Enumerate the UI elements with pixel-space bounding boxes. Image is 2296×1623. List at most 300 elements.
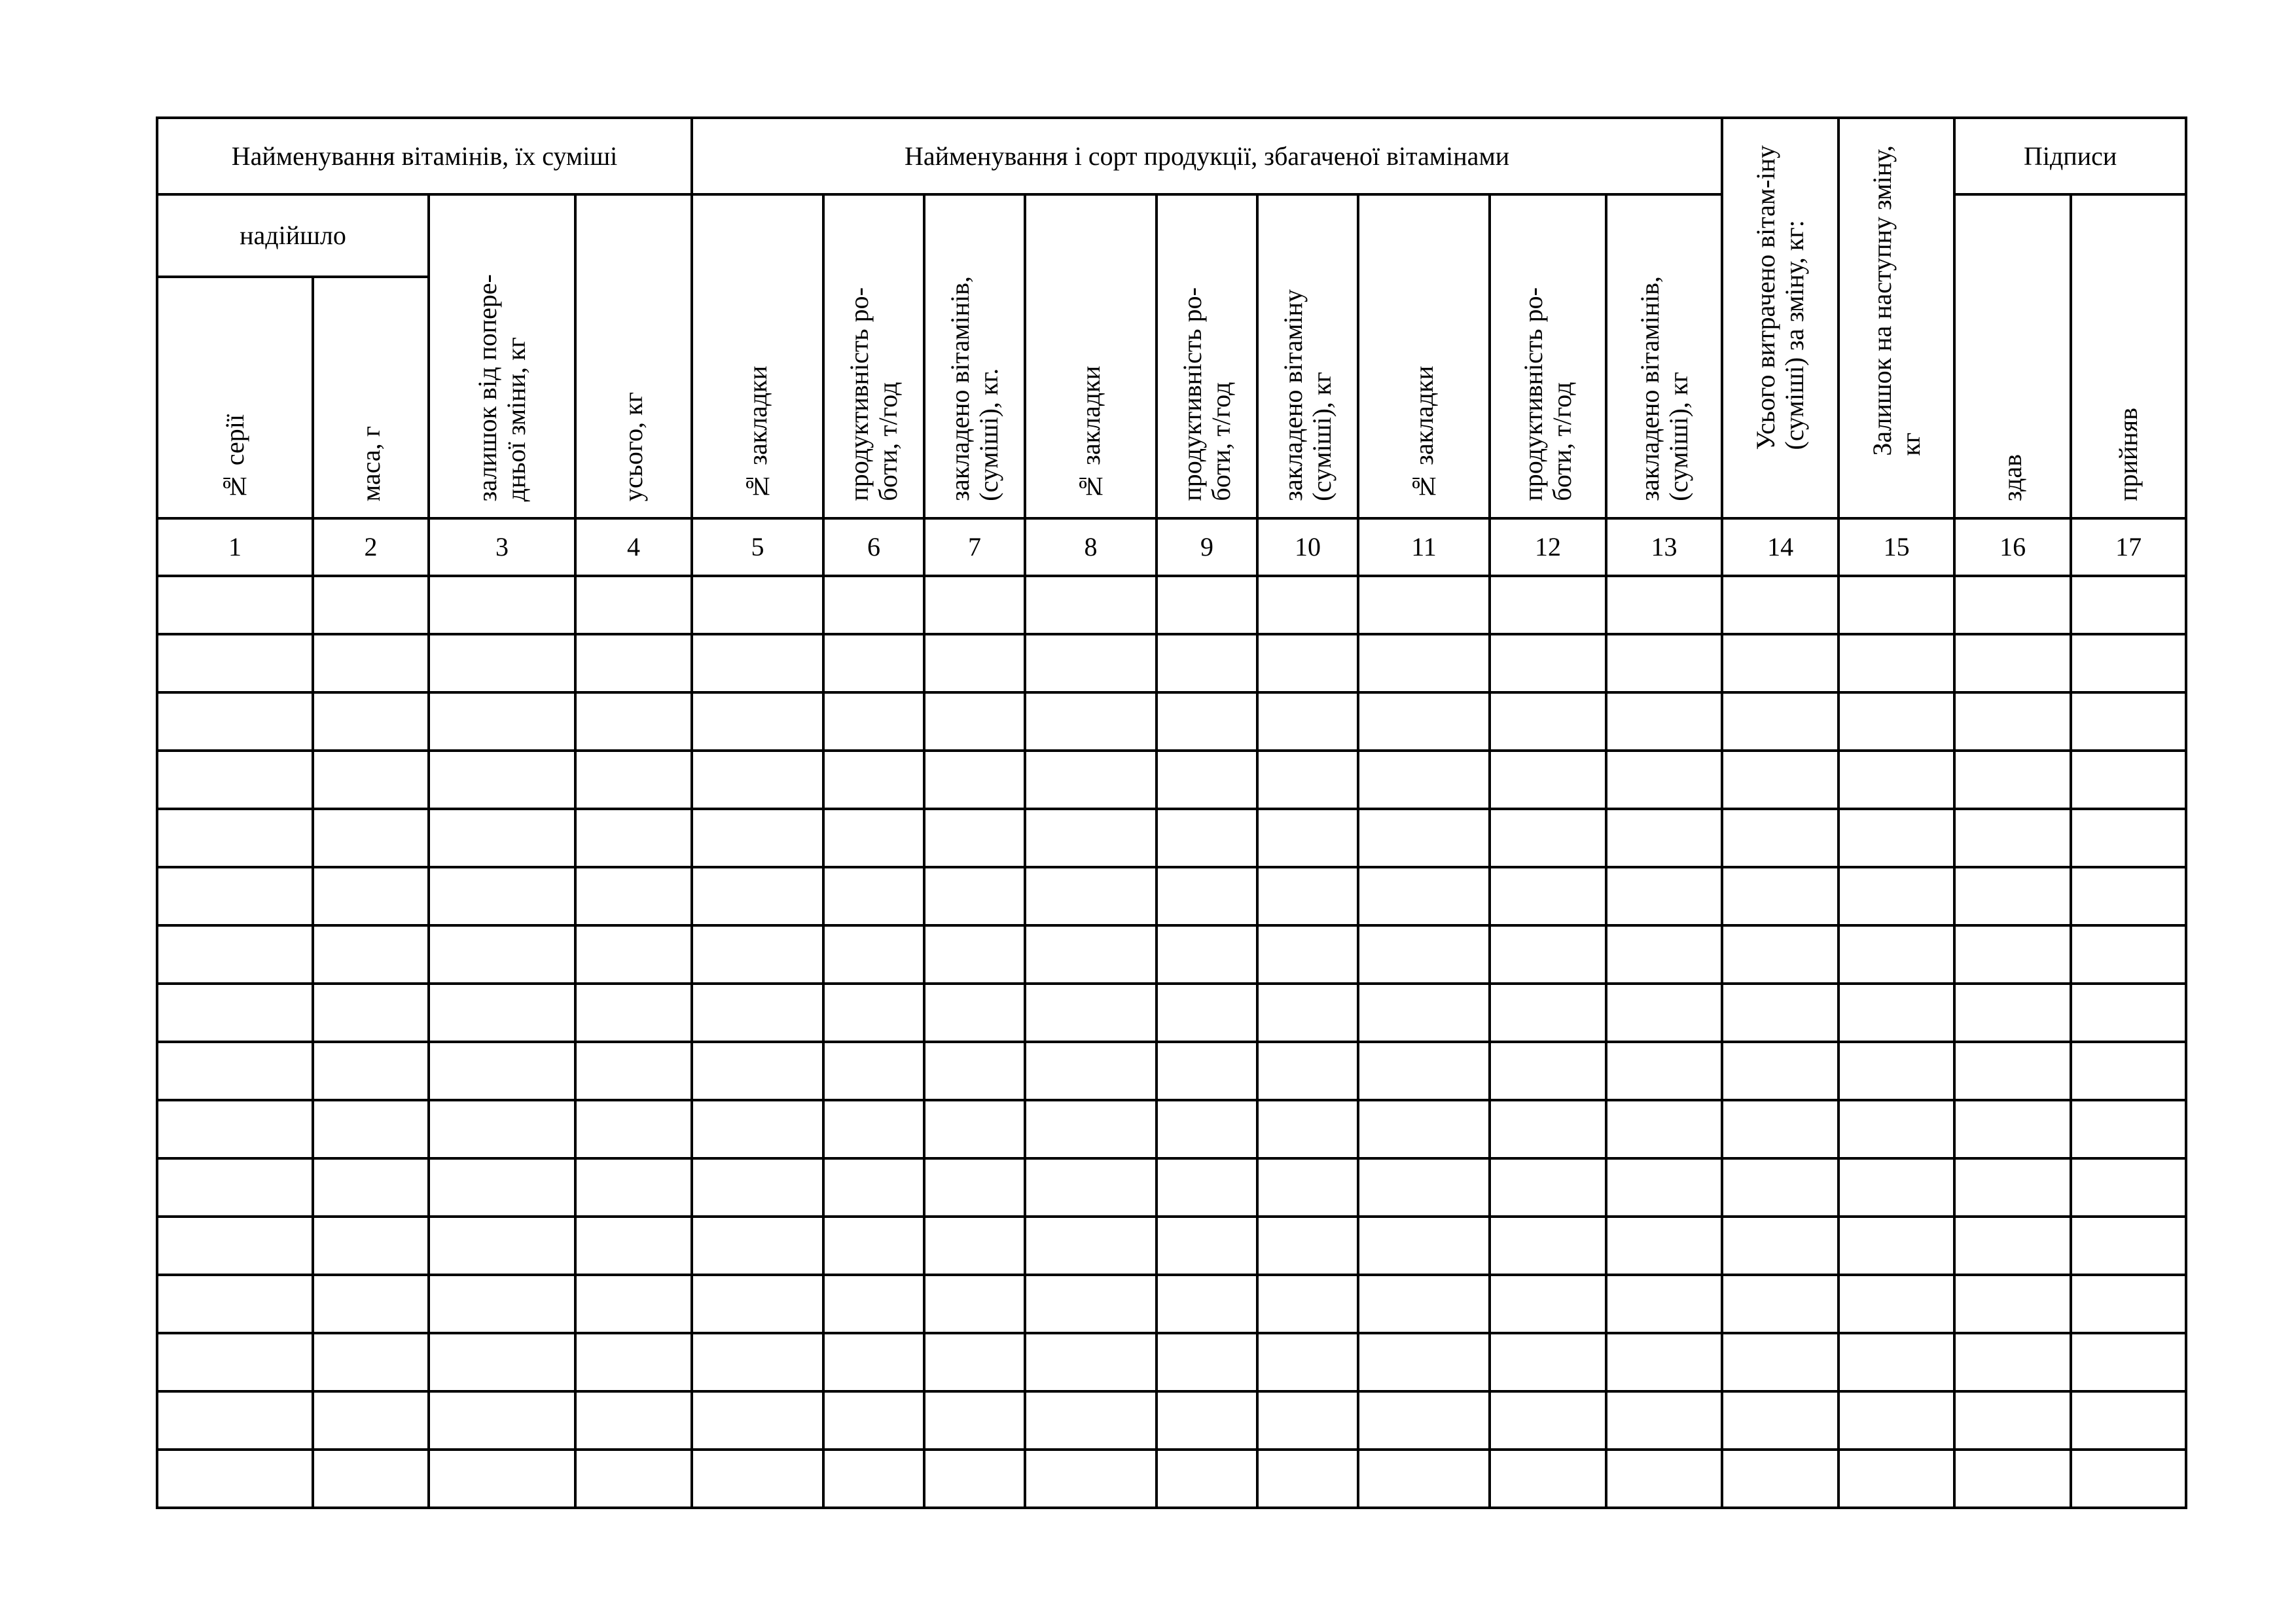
table-cell (1025, 984, 1157, 1042)
table-cell (1839, 1158, 1954, 1217)
table-cell (1839, 634, 1954, 692)
table-cell (1722, 1391, 1839, 1450)
table-cell (1157, 1217, 1257, 1275)
table-cell (1606, 1450, 1722, 1508)
table-cell (575, 1275, 692, 1333)
table-cell (924, 1217, 1025, 1275)
table-row (157, 634, 2186, 692)
header-productivity-1 (823, 194, 924, 518)
table-cell (157, 1158, 313, 1217)
table-row (157, 1333, 2186, 1391)
table-cell (1157, 1100, 1257, 1158)
header-loaded-vitamins-1 (924, 194, 1025, 518)
table-cell (823, 1100, 924, 1158)
table-cell (575, 1333, 692, 1391)
table-cell (1490, 1450, 1606, 1508)
table-cell (1606, 634, 1722, 692)
table-cell (1954, 751, 2071, 809)
table-cell (1025, 1100, 1157, 1158)
table-cell (1722, 1450, 1839, 1508)
column-number: 3 (429, 518, 575, 576)
table-cell (1839, 1391, 1954, 1450)
table-cell (1490, 751, 1606, 809)
table-cell (1839, 1333, 1954, 1391)
table-cell (1157, 984, 1257, 1042)
header-total-spent-label: Усього витрачено вітам-іну (суміші) за зміну, кг: (1751, 145, 1810, 450)
table-cell (692, 1391, 823, 1450)
table-cell (924, 634, 1025, 692)
table-cell (692, 692, 823, 751)
header-productivity-1-label: продуктивність ро- боти, т/год (844, 287, 903, 501)
table-cell (1490, 925, 1606, 984)
table-cell (1025, 1333, 1157, 1391)
column-number: 12 (1490, 518, 1606, 576)
table-cell (1722, 576, 1839, 634)
table-cell (575, 692, 692, 751)
table-cell (692, 1275, 823, 1333)
table-cell (1157, 925, 1257, 984)
table-cell (924, 1333, 1025, 1391)
table-cell (429, 1275, 575, 1333)
table-cell (692, 1333, 823, 1391)
table-cell (823, 1450, 924, 1508)
table-row (157, 692, 2186, 751)
table-cell (157, 984, 313, 1042)
header-remainder-next-label: Залишок на наступну зміну, кг (1867, 145, 1926, 456)
table-cell (692, 984, 823, 1042)
table-cell (2071, 692, 2186, 751)
table-cell (1954, 1275, 2071, 1333)
table-cell (313, 1391, 429, 1450)
table-cell (1722, 1042, 1839, 1100)
table-cell (1490, 984, 1606, 1042)
table-cell (924, 1275, 1025, 1333)
header-load-no-1-label: № закладки (742, 366, 772, 501)
table-cell (1722, 692, 1839, 751)
table-cell (924, 867, 1025, 925)
header-total-kg (575, 194, 692, 518)
header-mass-label: маса, г (355, 425, 386, 501)
table-cell (1722, 867, 1839, 925)
header-mass (313, 277, 429, 518)
table-cell (1606, 809, 1722, 867)
table-cell (313, 925, 429, 984)
table-cell (1025, 1275, 1157, 1333)
table-cell (823, 576, 924, 634)
table-cell (2071, 1333, 2186, 1391)
table-cell (157, 634, 313, 692)
table-cell (575, 984, 692, 1042)
table-cell (1157, 1042, 1257, 1100)
table-cell (1954, 867, 2071, 925)
table-cell (313, 1217, 429, 1275)
table-cell (2071, 984, 2186, 1042)
table-cell (313, 809, 429, 867)
table-cell (1257, 1158, 1358, 1217)
table-cell (1257, 809, 1358, 867)
header-load-no-2-label: № закладки (1075, 366, 1105, 501)
table-cell (1358, 809, 1490, 867)
table-row (157, 925, 2186, 984)
table-cell (575, 751, 692, 809)
table-cell (924, 1391, 1025, 1450)
table-cell (429, 1333, 575, 1391)
table-cell (1157, 751, 1257, 809)
table-cell (575, 1450, 692, 1508)
table-cell (823, 1275, 924, 1333)
table-cell (1257, 1391, 1358, 1450)
table-cell (429, 1217, 575, 1275)
table-cell (1839, 692, 1954, 751)
table-cell (1358, 1158, 1490, 1217)
table-cell (429, 984, 575, 1042)
header-load-no-1 (692, 194, 823, 518)
table-cell (1025, 1450, 1157, 1508)
table-cell (429, 925, 575, 984)
table-cell (1490, 1275, 1606, 1333)
table-cell (823, 867, 924, 925)
table-cell (575, 1042, 692, 1100)
table-cell (1954, 634, 2071, 692)
table-cell (1606, 1391, 1722, 1450)
table-cell (1157, 1333, 1257, 1391)
column-number: 14 (1722, 518, 1839, 576)
table-cell (692, 867, 823, 925)
table-cell (1839, 867, 1954, 925)
header-received: надійшло (157, 194, 429, 277)
table-cell (1157, 1158, 1257, 1217)
table-cell (429, 1042, 575, 1100)
column-number: 4 (575, 518, 692, 576)
column-number: 17 (2071, 518, 2186, 576)
table-cell (2071, 1100, 2186, 1158)
table-cell (1358, 925, 1490, 984)
table-cell (429, 1158, 575, 1217)
table-cell (1722, 1158, 1839, 1217)
header-loaded-vitamin-2 (1257, 194, 1358, 518)
table-cell (924, 984, 1025, 1042)
column-number: 8 (1025, 518, 1157, 576)
table-cell (692, 1158, 823, 1217)
table-cell (1606, 1042, 1722, 1100)
header-load-no-3 (1358, 194, 1490, 518)
table-cell (1490, 576, 1606, 634)
table-cell (1954, 984, 2071, 1042)
table-cell (313, 576, 429, 634)
table-cell (1157, 576, 1257, 634)
table-cell (692, 1217, 823, 1275)
table-cell (1025, 1391, 1157, 1450)
header-loaded-vitamins-3 (1606, 194, 1722, 518)
table-cell (1157, 809, 1257, 867)
table-cell (157, 1333, 313, 1391)
table-cell (1358, 1042, 1490, 1100)
table-cell (313, 1158, 429, 1217)
table-row (157, 1275, 2186, 1333)
table-cell (823, 1042, 924, 1100)
table-cell (1606, 1158, 1722, 1217)
table-cell (823, 809, 924, 867)
table-cell (1606, 1333, 1722, 1391)
table-cell (1358, 692, 1490, 751)
table-cell (2071, 1217, 2186, 1275)
table-cell (924, 751, 1025, 809)
table-row (157, 984, 2186, 1042)
table-cell (924, 1100, 1025, 1158)
table-cell (1722, 1275, 1839, 1333)
header-vitamins-group: Найменування вітамінів, їх суміші (157, 118, 692, 194)
table-cell (1257, 1275, 1358, 1333)
table-cell (1606, 925, 1722, 984)
column-number: 15 (1839, 518, 1954, 576)
table-cell (1722, 1100, 1839, 1158)
table-cell (1722, 1217, 1839, 1275)
table-cell (1025, 809, 1157, 867)
table-cell (692, 1042, 823, 1100)
column-number: 13 (1606, 518, 1722, 576)
header-accepted-label: прийняв (2113, 408, 2144, 501)
header-load-no-3-label: № закладки (1408, 366, 1439, 501)
table-row (157, 1042, 2186, 1100)
table-cell (692, 1100, 823, 1158)
table-cell (157, 1391, 313, 1450)
table-cell (1954, 1333, 2071, 1391)
table-cell (924, 692, 1025, 751)
table-cell (1606, 751, 1722, 809)
table-cell (575, 867, 692, 925)
table-cell (1839, 1275, 1954, 1333)
table-cell (575, 1217, 692, 1275)
table-cell (157, 1275, 313, 1333)
header-loaded-vitamin-2-label: закладено вітаміну (суміші), кг (1278, 289, 1336, 501)
table-row (157, 1100, 2186, 1158)
header-productivity-3 (1490, 194, 1606, 518)
table-cell (1025, 1158, 1157, 1217)
table-cell (2071, 1275, 2186, 1333)
table-cell (2071, 1391, 2186, 1450)
table-cell (1358, 1450, 1490, 1508)
table-cell (1157, 1391, 1257, 1450)
header-handed-over-label: здав (1998, 454, 2028, 501)
column-number: 1 (157, 518, 313, 576)
header-load-no-2 (1025, 194, 1157, 518)
table-cell (313, 984, 429, 1042)
table-cell (1490, 867, 1606, 925)
table-cell (429, 1391, 575, 1450)
table-cell (823, 984, 924, 1042)
table-cell (1358, 576, 1490, 634)
table-cell (157, 867, 313, 925)
table-cell (1257, 925, 1358, 984)
table-cell (157, 692, 313, 751)
table-cell (429, 809, 575, 867)
table-cell (313, 1100, 429, 1158)
table-cell (1839, 809, 1954, 867)
table-cell (1490, 1333, 1606, 1391)
table-cell (1954, 576, 2071, 634)
table-cell (1157, 867, 1257, 925)
header-signatures-group: Підписи (1954, 118, 2186, 194)
table-cell (1606, 692, 1722, 751)
table-cell (1606, 1217, 1722, 1275)
table-cell (924, 1042, 1025, 1100)
table-cell (2071, 867, 2186, 925)
table-cell (575, 634, 692, 692)
column-number: 5 (692, 518, 823, 576)
table-cell (429, 692, 575, 751)
table-cell (1358, 867, 1490, 925)
table-cell (1358, 1100, 1490, 1158)
table-cell (429, 634, 575, 692)
table-cell (1839, 984, 1954, 1042)
table-cell (1257, 751, 1358, 809)
table-cell (1490, 1042, 1606, 1100)
table-cell (823, 1333, 924, 1391)
table-cell (313, 867, 429, 925)
table-cell (313, 1450, 429, 1508)
table-cell (692, 1450, 823, 1508)
table-cell (924, 576, 1025, 634)
table-cell (1257, 1100, 1358, 1158)
table-row (157, 867, 2186, 925)
table-cell (1157, 634, 1257, 692)
table-cell (1490, 634, 1606, 692)
table-cell (2071, 576, 2186, 634)
table-cell (1257, 1042, 1358, 1100)
table-cell (313, 634, 429, 692)
table-cell (575, 925, 692, 984)
table-cell (1954, 1158, 2071, 1217)
header-total-spent (1722, 118, 1839, 518)
table-cell (823, 1217, 924, 1275)
table-cell (823, 634, 924, 692)
table-cell (1722, 925, 1839, 984)
table-cell (1839, 1100, 1954, 1158)
table-cell (1722, 1333, 1839, 1391)
table-cell (1722, 984, 1839, 1042)
table-cell (1839, 751, 1954, 809)
header-remainder-prev (429, 194, 575, 518)
header-handed-over (1954, 194, 2071, 518)
column-number: 9 (1157, 518, 1257, 576)
header-accepted (2071, 194, 2186, 518)
table-cell (1490, 1100, 1606, 1158)
table-cell (1025, 1042, 1157, 1100)
column-number: 10 (1257, 518, 1358, 576)
table-cell (924, 925, 1025, 984)
table-row (157, 1158, 2186, 1217)
table-cell (157, 1100, 313, 1158)
table-cell (313, 692, 429, 751)
table-cell (2071, 634, 2186, 692)
table-cell (1606, 984, 1722, 1042)
table-cell (823, 692, 924, 751)
column-number: 6 (823, 518, 924, 576)
vitamin-journal-table (156, 116, 2187, 1509)
table-cell (2071, 809, 2186, 867)
table-cell (1157, 1450, 1257, 1508)
table-cell (1954, 1391, 2071, 1450)
table-cell (1954, 1450, 2071, 1508)
table-cell (1954, 1100, 2071, 1158)
table-cell (313, 1042, 429, 1100)
table-cell (1839, 1450, 1954, 1508)
table-cell (1157, 692, 1257, 751)
table-cell (1722, 751, 1839, 809)
table-cell (2071, 1158, 2186, 1217)
header-remainder-prev-label: залишок від попере- дньої зміни, кг (473, 274, 531, 501)
table-cell (429, 751, 575, 809)
header-product-group: Найменування і сорт продукції, збагаченої вітамінами (692, 118, 1722, 194)
table-cell (1025, 634, 1157, 692)
table-cell (1257, 634, 1358, 692)
table-cell (157, 809, 313, 867)
table-cell (429, 867, 575, 925)
table-cell (157, 1217, 313, 1275)
table-cell (1157, 1275, 1257, 1333)
column-number: 16 (1954, 518, 2071, 576)
table-cell (1025, 751, 1157, 809)
table-cell (1954, 925, 2071, 984)
table-cell (429, 576, 575, 634)
table-cell (1839, 925, 1954, 984)
table-cell (1490, 1391, 1606, 1450)
table-cell (1025, 925, 1157, 984)
table-cell (924, 1158, 1025, 1217)
column-number: 11 (1358, 518, 1490, 576)
table-cell (1025, 1217, 1157, 1275)
table-cell (1954, 1042, 2071, 1100)
table-cell (692, 576, 823, 634)
table-cell (1606, 576, 1722, 634)
table-cell (1257, 692, 1358, 751)
header-series-no-label: № серії (220, 414, 249, 501)
table-cell (1257, 1217, 1358, 1275)
column-numbers-row (157, 518, 2186, 576)
table-cell (575, 809, 692, 867)
table-cell (1025, 692, 1157, 751)
table-cell (1490, 692, 1606, 751)
table-cell (924, 809, 1025, 867)
table-cell (575, 576, 692, 634)
table-cell (1257, 1450, 1358, 1508)
table-cell (1257, 576, 1358, 634)
table-row (157, 751, 2186, 809)
table-cell (157, 576, 313, 634)
table-cell (1257, 984, 1358, 1042)
table-cell (823, 751, 924, 809)
table-cell (692, 925, 823, 984)
table-cell (1358, 1333, 1490, 1391)
table-cell (823, 1158, 924, 1217)
table-cell (2071, 1450, 2186, 1508)
table-row (157, 809, 2186, 867)
table-cell (2071, 751, 2186, 809)
data-rows (157, 576, 2186, 1508)
header-loaded-vitamins-3-label: закладено вітамінів, (суміші), кг (1634, 276, 1693, 501)
table-cell (692, 809, 823, 867)
table-cell (575, 1158, 692, 1217)
header-productivity-2-label: продуктивність ро- боти, т/год (1177, 287, 1236, 501)
table-cell (429, 1100, 575, 1158)
table-cell (157, 751, 313, 809)
table-cell (157, 1450, 313, 1508)
header-series-no (157, 277, 313, 518)
table-cell (1358, 1275, 1490, 1333)
table-cell (1954, 809, 2071, 867)
table-cell (692, 634, 823, 692)
header-row-groups (157, 118, 2186, 194)
